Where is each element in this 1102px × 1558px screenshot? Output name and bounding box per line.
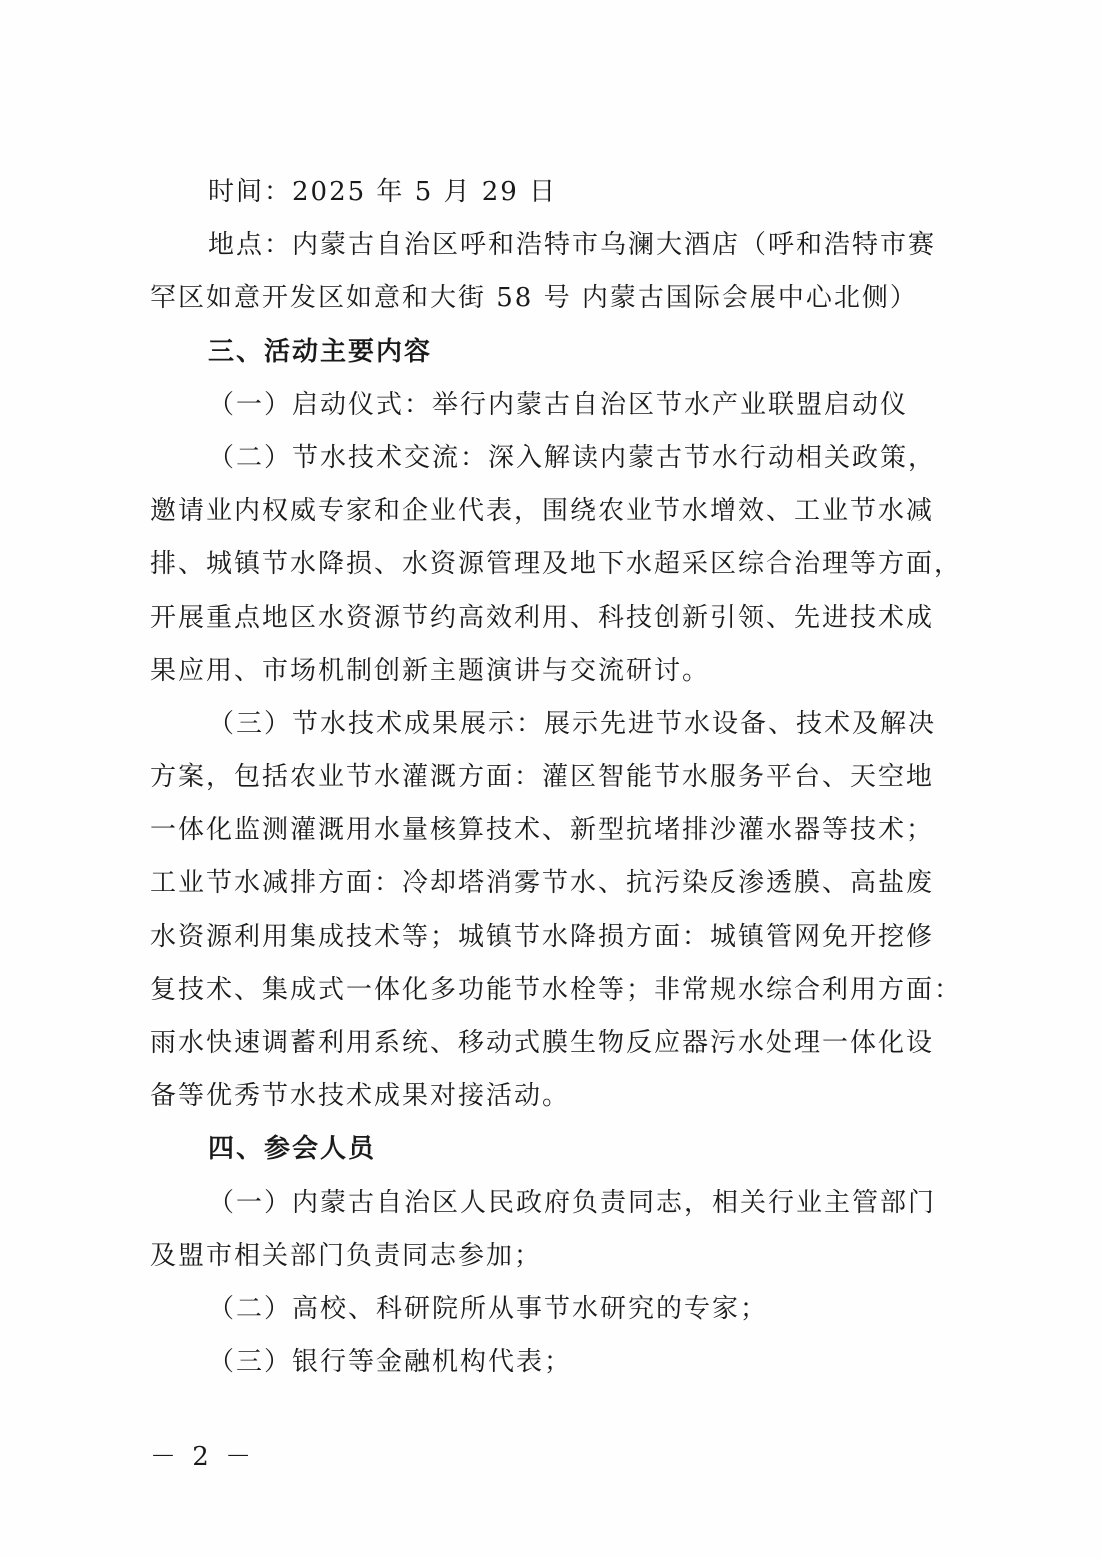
page-number: － 2 － bbox=[150, 1442, 256, 1472]
meeting-time-line: 时间：2025 年 5 月 29 日 bbox=[208, 177, 558, 207]
document-body bbox=[150, 166, 970, 1389]
paragraph-tech-exchange-line-2: 邀请业内权威专家和企业代表，围绕农业节水增效、工业节水减 bbox=[150, 496, 935, 527]
meeting-location-line: 地点：内蒙古自治区呼和浩特市乌澜大酒店（呼和浩特市赛 bbox=[208, 230, 937, 261]
paragraph-tech-exchange-line-3: 排、城镇节水降损、水资源管理及地下水超采区综合治理等方面， bbox=[150, 549, 963, 580]
paragraph-attendees-experts: （二）高校、科研院所从事节水研究的专家； bbox=[208, 1293, 769, 1324]
paragraph-achievements-line-6: 复技术、集成式一体化多功能节水栓等；非常规水综合利用方面： bbox=[150, 974, 963, 1005]
paragraph-achievements-line-2: 方案，包括农业节水灌溉方面：灌区智能节水服务平台、天空地 bbox=[150, 762, 935, 793]
paragraph-achievements-line-8: 备等优秀节水技术成果对接活动。 bbox=[150, 1081, 571, 1112]
paragraph-achievements-line-3: 一体化监测灌溉用水量核算技术、新型抗堵排沙灌水器等技术； bbox=[150, 815, 935, 846]
section-heading-activities: 三、活动主要内容 bbox=[208, 336, 433, 367]
paragraph-attendees-banks: （三）银行等金融机构代表； bbox=[208, 1347, 573, 1378]
paragraph-attendees-government: （一）内蒙古自治区人民政府负责同志，相关行业主管部门 bbox=[208, 1187, 937, 1218]
meeting-location-line-continued: 罕区如意开发区如意和大街 58 号 内蒙古国际会展中心北侧） bbox=[150, 283, 918, 314]
paragraph-tech-exchange-line-5: 果应用、市场机制创新主题演讲与交流研讨。 bbox=[150, 655, 711, 686]
paragraph-tech-exchange: （二）节水技术交流：深入解读内蒙古节水行动相关政策， bbox=[208, 442, 937, 473]
paragraph-achievements-line-4: 工业节水减排方面：冷却塔消雾节水、抗污染反渗透膜、高盐废 bbox=[150, 868, 935, 899]
paragraph-achievements: （三）节水技术成果展示：展示先进节水设备、技术及解决 bbox=[208, 708, 937, 739]
paragraph-achievements-line-7: 雨水快速调蓄利用系统、移动式膜生物反应器污水处理一体化设 bbox=[150, 1028, 935, 1058]
paragraph-attendees-government-line-2: 及盟市相关部门负责同志参加； bbox=[150, 1240, 543, 1271]
paragraph-tech-exchange-line-4: 开展重点地区水资源节约高效利用、科技创新引领、先进技术成 bbox=[150, 602, 935, 633]
paragraph-launch-ceremony: （一）启动仪式：举行内蒙古自治区节水产业联盟启动仪 bbox=[208, 389, 909, 420]
paragraph-achievements-line-5: 水资源利用集成技术等；城镇节水降损方面：城镇管网免开挖修 bbox=[150, 921, 935, 952]
section-heading-attendees: 四、参会人员 bbox=[208, 1134, 377, 1165]
